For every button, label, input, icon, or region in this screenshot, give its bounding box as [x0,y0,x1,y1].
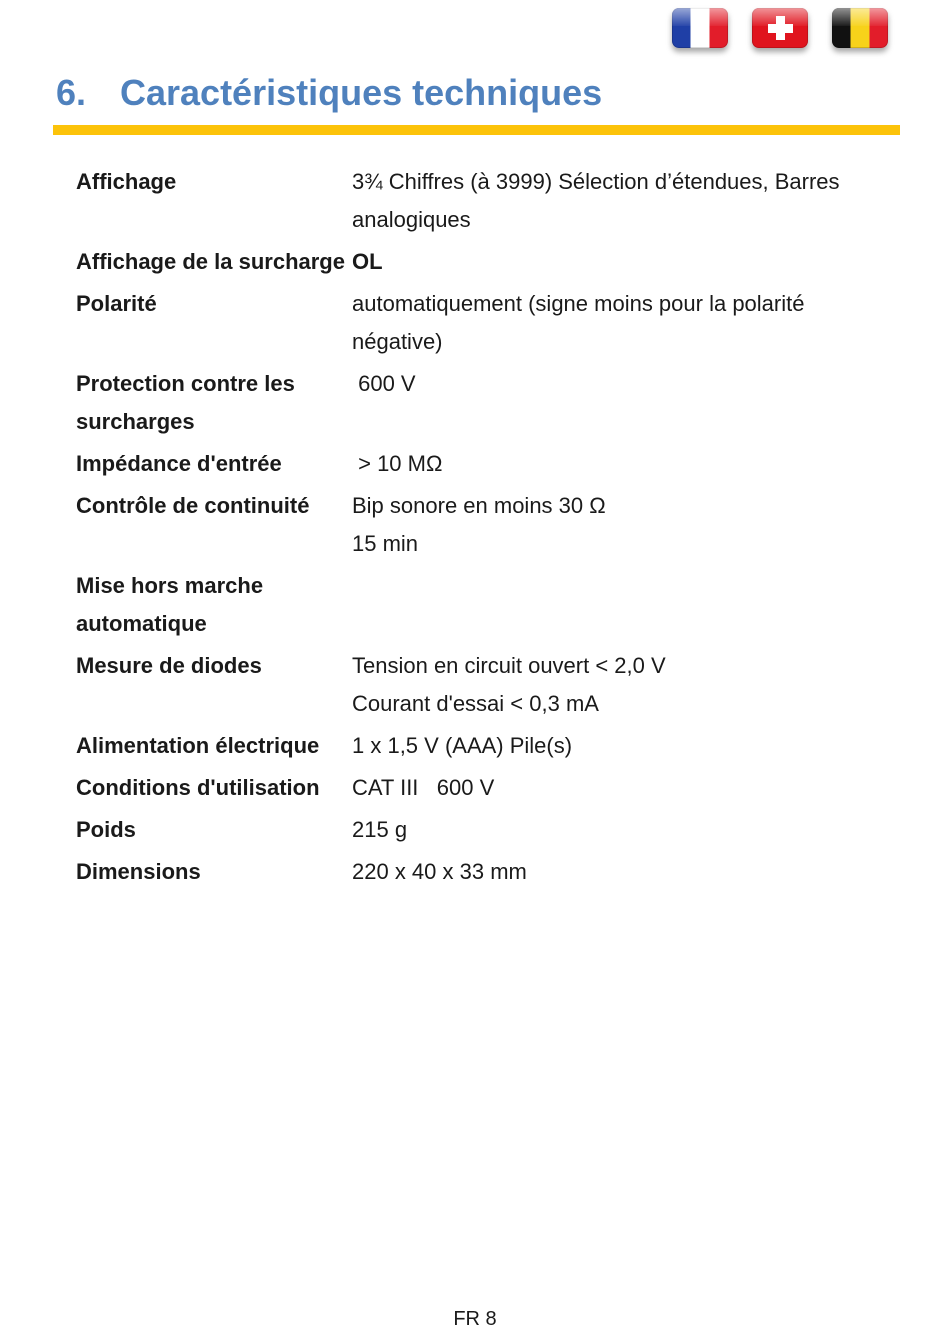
flag-france-icon [672,8,728,48]
spec-label: Protection contre les surcharges [76,371,295,434]
spec-row-diodes [76,647,896,723]
section-title: Caractéristiques techniques [120,72,603,113]
spec-value: 215 g [352,817,408,842]
spec-label: Affichage [76,169,177,194]
spec-table [76,163,896,895]
spec-row-affichage [76,163,896,239]
spec-label: Conditions d'utilisation [76,775,320,800]
spec-row-dimensions [76,853,896,891]
spec-value: automatiquement (signe moins pour la polarité négative) [352,291,805,354]
spec-value: CAT III 600 V [352,775,495,800]
spec-label: Affichage de la surcharge [76,249,345,274]
spec-row-protection [76,365,896,441]
flag-switzerland-icon [752,8,808,48]
section-number: 6. [56,72,87,113]
spec-row-impedance [76,445,896,483]
spec-value: > 10 MΩ [352,451,443,476]
spec-row-continuite [76,487,896,563]
spec-value: 220 x 40 x 33 mm [352,859,527,884]
spec-row-conditions [76,769,896,807]
spec-row-alimentation [76,727,896,765]
spec-row-poids [76,811,896,849]
spec-value: OL [352,249,383,274]
spec-label: Contrôle de continuité [76,493,310,518]
spec-value: 3¾ Chiffres (à 3999) Sélection d’étendues, Barres analogiques [352,169,840,232]
spec-value: 600 V [352,371,416,396]
spec-value-secondary: Courant d'essai < 0,3 mA [352,691,599,716]
spec-label: Impédance d'entrée [76,451,282,476]
spec-value: 1 x 1,5 V (AAA) Pile(s) [352,733,573,758]
page-title [56,72,602,114]
spec-row-surcharge [76,243,896,281]
spec-value: Tension en circuit ouvert < 2,0 V [352,653,666,678]
spec-label: Poids [76,817,136,842]
spec-value: Bip sonore en moins 30 Ω [352,493,606,518]
title-underline [53,125,900,135]
spec-value [352,567,892,643]
language-flags [672,8,888,48]
spec-label: Alimentation électrique [76,733,320,758]
spec-row-polarite [76,285,896,361]
page-number: FR 8 [453,1308,497,1330]
spec-label: Polarité [76,291,157,316]
spec-row-arret-auto [76,567,896,643]
spec-label: Mesure de diodes [76,653,262,678]
spec-label: Dimensions [76,859,201,884]
flag-belgium-icon [832,8,888,48]
spec-label: Mise hors marche automatique [76,573,264,636]
spec-value-secondary: 15 min [352,531,419,556]
